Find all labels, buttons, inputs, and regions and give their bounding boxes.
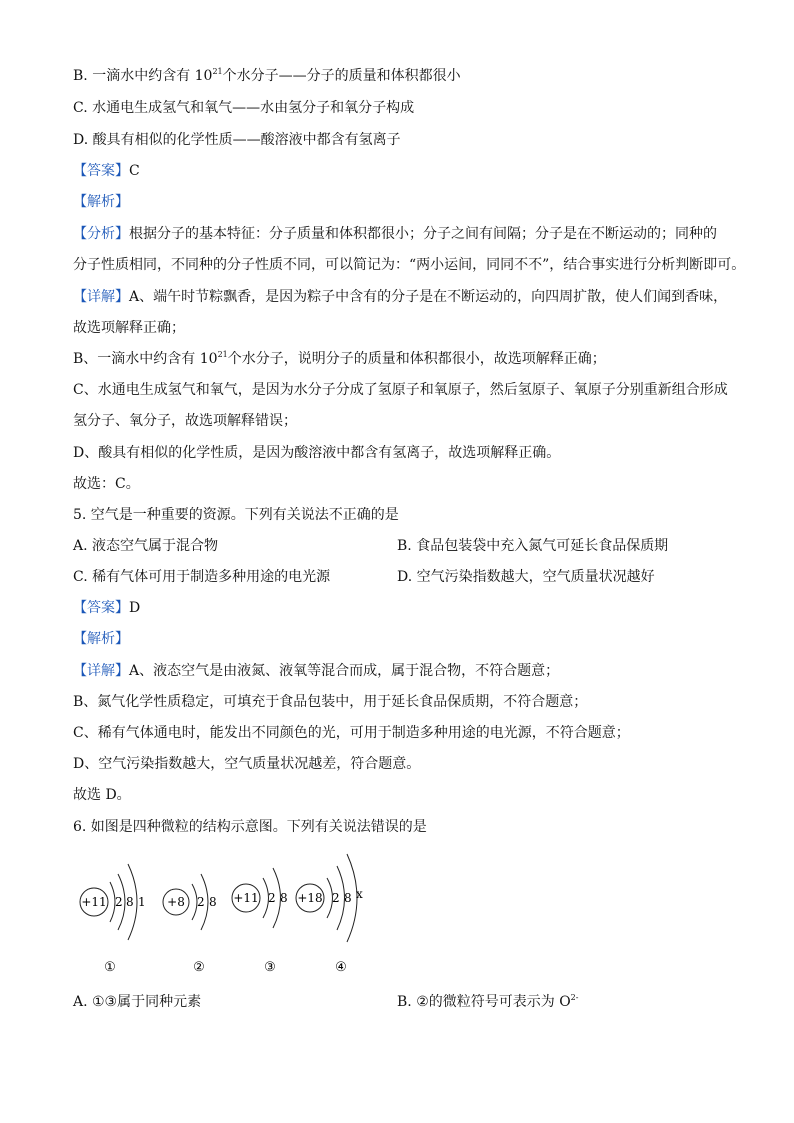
particle-label: ②	[193, 960, 205, 975]
particle-label: ①	[104, 960, 116, 975]
nucleus-charge: +8	[167, 895, 185, 909]
answer-q4	[73, 162, 140, 180]
xiangjie-tag: 【详解】	[73, 289, 129, 305]
text: B、一滴水中约含有 10	[73, 351, 218, 367]
xiangjie-line-6: D、酸具有相似的化学性质，是因为酸溶液中都含有氢离子，故选项解释正确。	[73, 445, 561, 461]
nucleus-charge: +11	[233, 891, 259, 905]
question-6: 6. 如图是四种微粒的结构示意图。下列有关说法错误的是	[73, 819, 427, 835]
xiangjie-line-2: 故选项解释正确；	[73, 320, 185, 336]
option-d-q4: D. 酸具有相似的化学性质——酸溶液中都含有氢离子	[73, 132, 401, 148]
xiangjie-line-3	[73, 350, 606, 368]
option-a-q6: A. ①③属于同种元素	[73, 994, 202, 1010]
fenxi-tag: 【分析】	[73, 226, 129, 242]
shell-count: 2	[197, 895, 205, 909]
shell-count: 2	[332, 891, 340, 905]
option-b-q5: B. 食品包装袋中充入氮气可延长食品保质期	[397, 538, 669, 554]
atom-1	[80, 864, 146, 975]
option-b-q6	[397, 993, 578, 1011]
answer-value: D	[129, 600, 141, 616]
particle-label: ③	[264, 960, 276, 975]
analysis-tag-q5: 【解析】	[73, 631, 129, 647]
shell-count: 8	[209, 895, 217, 909]
shell-count: 1	[138, 895, 146, 909]
question-5: 5. 空气是一种重要的资源。下列有关说法不正确的是	[73, 507, 399, 523]
text: A、端午时节粽飘香，是因为粽子中含有的分子是在不断运动的，向四周扩散，使人们闻到香味，	[129, 289, 728, 305]
option-d-q5: D. 空气污染指数越大，空气质量状况越好	[397, 569, 655, 585]
text: 个水分子——分子的质量和体积都很小	[222, 68, 461, 84]
fenxi-line-2: 分子性质相同，不同种的分子性质不同，可以简记为：“两小运间，同同不不”，结合事实进行分析判断即可。	[73, 257, 746, 273]
superscript: 2-	[570, 993, 579, 1002]
answer-q5	[73, 599, 140, 617]
option-b-q4	[73, 67, 461, 85]
superscript: 21	[212, 67, 223, 76]
text: A、液态空气是由液氮、液氧等混合而成，属于混合物，不符合题意；	[129, 663, 560, 679]
shell-count: 8	[280, 891, 288, 905]
text: B. ②的微粒符号可表示为 O	[397, 994, 571, 1010]
shell-count: 8	[344, 891, 352, 905]
superscript: 21	[217, 350, 228, 359]
atom-2	[163, 874, 217, 975]
answer-tag: 【答案】	[73, 163, 129, 179]
shell-count: 8	[126, 895, 134, 909]
conclusion-q5: 故选 D。	[73, 787, 131, 803]
analysis-tag-q4: 【解析】	[73, 194, 129, 210]
atom-4	[296, 854, 363, 975]
atom-3	[232, 868, 288, 975]
nucleus-charge: +11	[81, 895, 107, 909]
xj5-line-1	[73, 662, 559, 680]
xiangjie-tag: 【详解】	[73, 663, 129, 679]
xj5-line-2: B、氮气化学性质稳定，可填充于食品包装中，用于延长食品保质期，不符合题意；	[73, 694, 588, 710]
option-c-q5: C. 稀有气体可用于制造多种用途的电光源	[73, 569, 331, 585]
text: 个水分子，说明分子的质量和体积都很小，故选项解释正确；	[227, 351, 606, 367]
conclusion-q4: 故选：C。	[73, 476, 140, 492]
xiangjie-line-1	[73, 288, 727, 306]
option-a-q5: A. 液态空气属于混合物	[73, 538, 219, 554]
option-c-q4: C. 水通电生成氢气和氧气——水由氢分子和氧分子构成	[73, 100, 415, 116]
answer-value: C	[129, 163, 140, 179]
xj5-line-3: C、稀有气体通电时，能发出不同颜色的光，可用于制造多种用途的电光源，不符合题意；	[73, 725, 630, 741]
shell-count: x	[356, 887, 363, 901]
xiangjie-line-5: 氢分子、氧分子，故选项解释错误；	[73, 413, 297, 429]
fenxi-line-1	[73, 225, 717, 243]
nucleus-charge: +18	[297, 891, 323, 905]
shell-count: 2	[268, 891, 276, 905]
answer-tag: 【答案】	[73, 600, 129, 616]
xiangjie-line-4: C、水通电生成氢气和氧气，是因为水分子分成了氢原子和氧原子，然后氢原子、氧原子分别重新组合形成	[73, 382, 728, 398]
text: B. 一滴水中约含有 10	[73, 68, 213, 84]
text: 根据分子的基本特征：分子质量和体积都很小；分子之间有间隔；分子是在不断运动的；同种的	[129, 226, 717, 242]
shell-count: 2	[115, 895, 123, 909]
xj5-line-4: D、空气污染指数越大，空气质量状况越差，符合题意。	[73, 756, 421, 772]
particle-label: ④	[335, 960, 347, 975]
particle-structure-diagram	[70, 848, 390, 978]
